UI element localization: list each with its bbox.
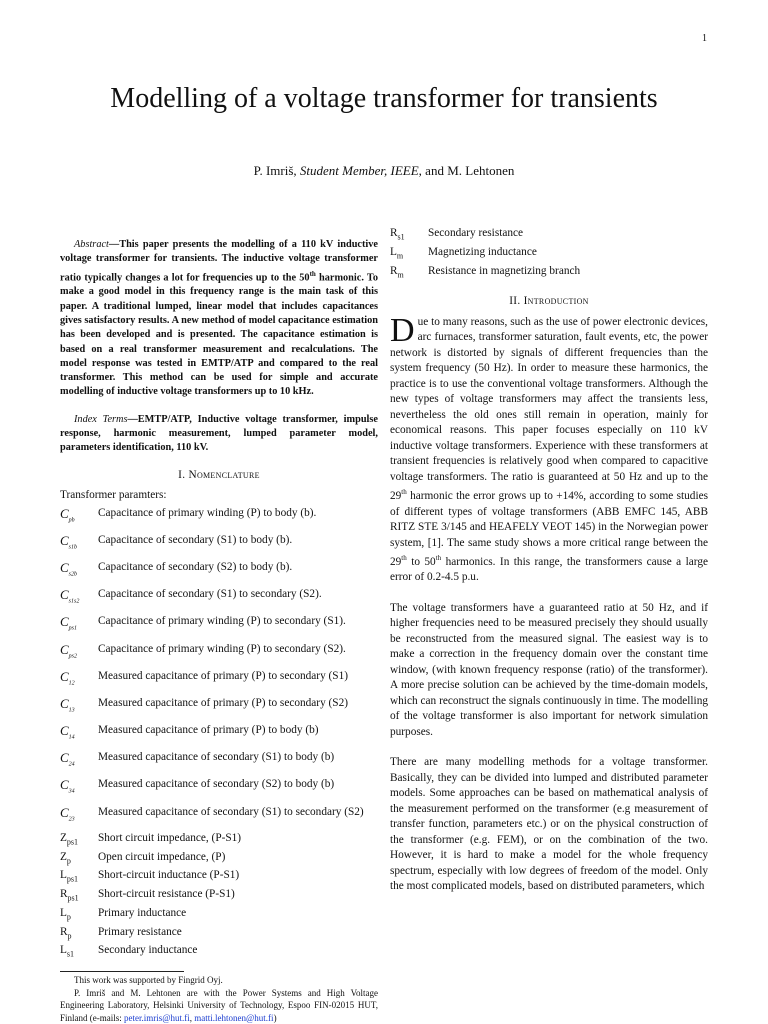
nomenclature-definition: Measured capacitance of secondary (S1) to secondary (S2) xyxy=(98,805,364,818)
nomenclature-symbol xyxy=(60,887,98,906)
nomenclature-row xyxy=(60,667,378,694)
footnote-affiliation-text: P. Imriš and M. Lehtonen are with the Power Systems and High Voltage Engineering Laboratory, Helsinki University of Technology, Espoo FIN-02015 HUT, Finland (e-mails: xyxy=(60,987,378,1023)
nomenclature-row xyxy=(60,585,378,612)
paper-title: Modelling of a voltage transformer for transients xyxy=(110,83,658,114)
symbol-base: C xyxy=(60,668,69,684)
symbol-subscript: s1 xyxy=(66,949,75,959)
symbol-base: C xyxy=(60,723,69,739)
symbol-base: R xyxy=(60,888,68,901)
nomenclature-definition: Secondary inductance xyxy=(98,944,198,957)
intro-p1-sup3: th xyxy=(435,554,442,563)
nomenclature-symbol xyxy=(390,226,428,245)
intro-p1-sup1: th xyxy=(401,488,407,497)
symbol-subscript: m xyxy=(396,251,404,260)
nomenclature-heading-num: I. xyxy=(178,468,189,481)
nomenclature-symbol xyxy=(60,721,98,748)
nomenclature-symbol xyxy=(60,667,98,694)
abstract-text: This paper presents the modelling of a 110 kV inductive voltage transformer for transients. The inductive voltage transformer ratio typically changes a lot for frequencies up to the 50 xyxy=(60,239,378,284)
introduction-heading-text: Introduction xyxy=(523,295,589,308)
symbol-base: C xyxy=(60,695,69,711)
symbol-base: C xyxy=(60,777,69,793)
footnote-support xyxy=(60,974,378,987)
symbol-subscript: 34 xyxy=(68,789,75,796)
symbol-subscript: 12 xyxy=(68,680,75,687)
authors-line xyxy=(60,163,708,179)
drop-cap: D xyxy=(390,311,415,349)
symbol-subscript: ps2 xyxy=(68,653,78,660)
nomenclature-continued-list xyxy=(390,226,708,282)
symbol-base: C xyxy=(60,750,69,766)
nomenclature-row xyxy=(60,850,378,869)
nomenclature-row xyxy=(60,640,378,667)
symbol-subscript: ps1 xyxy=(66,874,79,884)
nomenclature-definition: Capacitance of secondary (S2) to body (b). xyxy=(98,560,293,573)
symbol-subscript: 13 xyxy=(68,707,75,714)
symbol-base: C xyxy=(60,614,69,630)
nomenclature-symbol xyxy=(390,264,428,283)
nomenclature-symbol xyxy=(390,245,428,264)
symbol-base: R xyxy=(390,227,398,239)
nomenclature-row xyxy=(60,531,378,558)
nomenclature-definition: Short-circuit inductance (P-S1) xyxy=(98,869,240,882)
symbol-base: C xyxy=(60,587,69,603)
footnote-email-separator: , xyxy=(189,1012,195,1023)
nomenclature-row xyxy=(390,245,708,264)
intro-p1-c: to 50 xyxy=(406,555,436,568)
nomenclature-intro: Transformer paramters: xyxy=(60,489,167,502)
abstract-text-2: harmonic. To make a good model in this frequency range is the main task of this paper. A traditional lumped, linear model that includes capacitances gives satisfactory results. A new method of model capacitance estimation has been developed and is presented. The capacitance estimation is based on a real transformer measurement and recalculations. The model response was tested in EMTP/ATP and compared to the real transformer. This method can be used for simple and accurate modelling of inductive voltage transformers up to 10 kHz. xyxy=(60,272,379,398)
author-affiliation: Student Member, IEEE xyxy=(299,163,419,178)
introduction-heading xyxy=(390,294,708,310)
abstract-dash: — xyxy=(108,239,120,250)
nomenclature-definition: Short circuit impedance, (P-S1) xyxy=(98,831,242,844)
capacitance-list xyxy=(60,504,378,830)
nomenclature-symbol xyxy=(60,850,98,869)
nomenclature-symbol xyxy=(60,694,98,721)
nomenclature-symbol xyxy=(60,943,98,962)
nomenclature-row xyxy=(60,831,378,850)
symbol-subscript: p xyxy=(67,930,72,940)
nomenclature-definition: Capacitance of primary winding (P) to body (b). xyxy=(98,506,317,519)
nomenclature-definition: Primary resistance xyxy=(98,925,182,938)
nomenclature-row xyxy=(60,775,378,802)
nomenclature-definition: Measured capacitance of primary (P) to secondary (S1) xyxy=(98,669,348,682)
symbol-subscript: s1 xyxy=(397,232,405,242)
symbol-base: C xyxy=(60,641,69,657)
right-column xyxy=(390,226,708,895)
nomenclature-definition: Capacitance of secondary (S1) to body (b). xyxy=(98,533,293,546)
intro-p1-sup2: th xyxy=(401,554,407,563)
email-link-lehtonen[interactable]: matti.lehtonen@hut.fi xyxy=(194,1012,274,1023)
nomenclature-symbol xyxy=(60,504,98,531)
index-terms-lead: Index Terms xyxy=(74,413,128,425)
left-column xyxy=(60,238,378,1024)
symbol-base: C xyxy=(60,532,69,548)
symbol-subscript: p xyxy=(66,912,71,922)
email-link-imris[interactable]: peter.imris@hut.fi xyxy=(124,1012,190,1023)
nomenclature-symbol xyxy=(60,558,98,585)
introduction-heading-num: II. xyxy=(509,295,524,308)
nomenclature-row xyxy=(60,887,378,906)
nomenclature-row xyxy=(390,226,708,245)
footnote-end: ) xyxy=(273,1012,277,1023)
symbol-base: R xyxy=(60,925,68,938)
nomenclature-symbol xyxy=(60,748,98,775)
nomenclature-symbol xyxy=(60,906,98,925)
page-number: 1 xyxy=(702,33,707,44)
nomenclature-symbol xyxy=(60,585,98,612)
index-terms xyxy=(60,413,378,456)
symbol-subscript: s1s2 xyxy=(68,598,80,605)
nomenclature-definition: Capacitance of primary winding (P) to secondary (S1). xyxy=(98,615,346,628)
nomenclature-symbol xyxy=(60,925,98,944)
nomenclature-definition: Magnetizing inductance xyxy=(428,245,537,258)
nomenclature-row xyxy=(60,694,378,721)
nomenclature-definition: Open circuit impedance, (P) xyxy=(98,850,226,863)
nomenclature-symbol xyxy=(60,640,98,667)
nomenclature-definition: Short-circuit resistance (P-S1) xyxy=(98,888,235,901)
nomenclature-row xyxy=(60,612,378,639)
nomenclature-row xyxy=(60,504,378,531)
intro-p1-a: ue to many reasons, such as the use of power electronic devices, arc furnaces, transformer saturation, fault events, etc, the power network is distorted by signals of different frequencies than the system frequency (50 Hz). In order to measure these harmonics, the practice is to use the conventional voltage transformers. Although the new types of voltage transformers may affect the transients less, nevertheless the old ones still remain in operation, mainly for economical reasons. This paper focuses especially on 110 kV inductive voltage transformers. Experience with these transformers at transient frequencies is relatively good when compared to capacitive voltage transformers. The ratio is guaranteed at 50 Hz and up to the 29 xyxy=(390,315,708,503)
nomenclature-symbol xyxy=(60,868,98,887)
nomenclature-row xyxy=(390,264,708,283)
symbol-base: L xyxy=(60,906,67,919)
nomenclature-heading-text: Nomenclature xyxy=(188,468,260,481)
nomenclature-row xyxy=(60,925,378,944)
symbol-subscript: m xyxy=(397,269,404,279)
intro-p1-b: harmonic the error grows up to +14%, according to some studies of different types of voltage transformers (ABB EMFC 145, ABB RITZ STE 3/145 and HEAFELY VEOT 145) in the Norwegian power system, [1]. The same study shows a more critical range between the 29 xyxy=(390,490,708,568)
nomenclature-symbol xyxy=(60,831,98,850)
nomenclature-definition: Measured capacitance of secondary (S2) to body (b) xyxy=(98,778,335,791)
nomenclature-symbol xyxy=(60,803,98,830)
nomenclature-definition: Measured capacitance of primary (P) to body (b) xyxy=(98,724,319,737)
abstract-lead: Abstract xyxy=(74,239,109,250)
author-rest: , and M. Lehtonen xyxy=(418,163,515,178)
nomenclature-row xyxy=(60,943,378,962)
footnote-affiliation xyxy=(60,987,378,1024)
symbol-base: Z xyxy=(60,850,67,863)
intro-paragraph-3: There are many modelling methods for a voltage transformer. Basically, they can be divided into lumped and distributed parameter models. Some approaches can be based on mathematical analysis of the measurement performed on the transformer (e.g measurement of transfer function, parameters etc.) or on the physical construction of the transformer (e.g. FEM), or on the combination of the two. However, it is hard to make a model for the whole frequency spectrum, especially with low degrees of freedom of the model. Only the most complicated models, based on distributed parameters, which xyxy=(390,756,708,893)
symbol-subscript: s2b xyxy=(68,571,78,578)
intro-p1-d: harmonics. In this range, the transformers cause a large error of 0.2-4.5 p.u. xyxy=(390,555,709,584)
symbol-base: L xyxy=(60,944,67,957)
nomenclature-row xyxy=(60,558,378,585)
symbol-base: L xyxy=(60,869,67,882)
nomenclature-heading xyxy=(60,468,378,484)
footnote-support-text: This work was supported by Fingrid Oyj. xyxy=(74,975,223,986)
abstract-sup: th xyxy=(309,269,316,278)
nomenclature-definition: Capacitance of primary winding (P) to secondary (S2). xyxy=(98,642,346,655)
nomenclature-row xyxy=(60,721,378,748)
nomenclature-definition: Capacitance of secondary (S1) to secondary (S2). xyxy=(98,588,322,601)
symbol-subscript: 23 xyxy=(68,816,75,823)
nomenclature-row xyxy=(60,906,378,925)
index-terms-text: —EMTP/ATP, Inductive voltage transformer, impulse response, harmonic measurement, lumped parameter model, parameters identification, 110 kV. xyxy=(60,413,378,454)
symbol-base: L xyxy=(390,245,397,258)
nomenclature-definition: Measured capacitance of primary (P) to secondary (S2) xyxy=(98,696,348,709)
symbol-base: Z xyxy=(60,831,67,844)
symbol-subscript: ps1 xyxy=(67,893,79,903)
symbol-subscript: pb xyxy=(68,517,75,524)
intro-paragraph-1 xyxy=(390,311,709,586)
author-first: P. Imriš, xyxy=(253,163,300,178)
nomenclature-definition: Primary inductance xyxy=(98,906,187,919)
symbol-subscript: 24 xyxy=(68,761,75,768)
impedance-list xyxy=(60,831,378,962)
symbol-base: C xyxy=(60,505,69,521)
symbol-subscript: p xyxy=(66,855,71,865)
symbol-subscript: ps1 xyxy=(68,625,78,632)
abstract xyxy=(60,238,378,400)
nomenclature-symbol xyxy=(60,531,98,558)
nomenclature-symbol xyxy=(60,612,98,639)
nomenclature-definition: Measured capacitance of secondary (S1) to body (b) xyxy=(98,751,335,764)
nomenclature-row xyxy=(60,803,378,830)
symbol-base: R xyxy=(390,264,398,277)
nomenclature-definition: Resistance in magnetizing branch xyxy=(428,264,581,277)
symbol-base: C xyxy=(60,804,69,820)
intro-paragraph-2: The voltage transformers have a guaranteed ratio at 50 Hz, and if higher frequencies need to be measured precisely they should usually be reconstructed from the measured signal. The easiest way is to make a correction in the frequency domain over the constant time window, (with known frequency response (ratio) of the transformer). A more precise solution can be achieved by the time-domain models, which can reconstruct the signals continuously in time. The modelling of the voltage transformer is also important for network simulation purposes. xyxy=(390,601,708,738)
symbol-subscript: ps1 xyxy=(66,837,79,847)
symbol-base: C xyxy=(60,559,69,575)
symbol-subscript: s1b xyxy=(68,544,78,551)
nomenclature-definition: Secondary resistance xyxy=(428,227,524,239)
symbol-subscript: 14 xyxy=(68,734,75,741)
nomenclature-row xyxy=(60,868,378,887)
nomenclature-row xyxy=(60,748,378,775)
nomenclature-symbol xyxy=(60,775,98,802)
